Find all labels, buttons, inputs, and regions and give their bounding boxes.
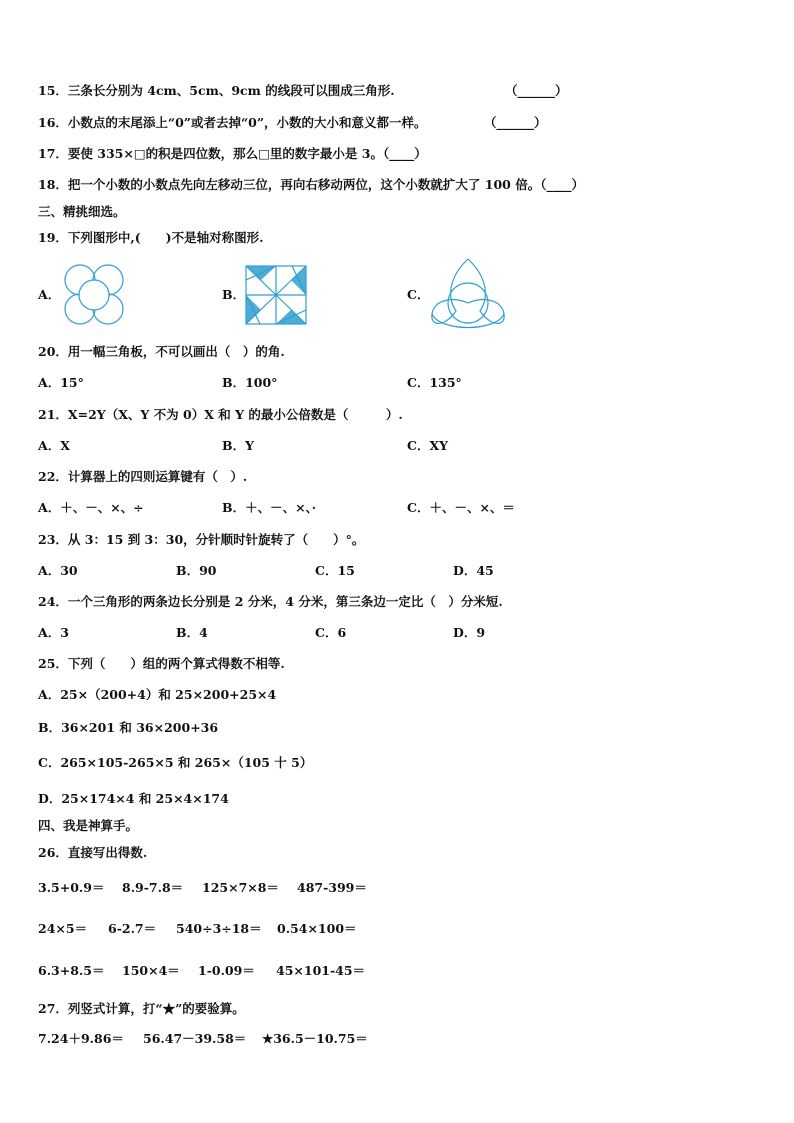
q16-text: 16．小数点的末尾添上“0”或者去掉“0”，小数的大小和意义都一样。 — [38, 115, 427, 130]
q25-text: 25．下列（ ）组的两个算式得数不相等. — [38, 656, 285, 671]
q26-r1-c3: 125×7×8＝ — [202, 880, 279, 895]
q26-r1-c4: 487-399＝ — [297, 880, 367, 895]
q26-r3-c2: 150×4＝ — [122, 963, 180, 978]
q24-option-c: C．6 — [315, 625, 347, 640]
q26-r1-c2: 8.9-7.8＝ — [122, 880, 184, 895]
q19-option-b: B． — [222, 287, 246, 302]
q27-text: 27．列竖式计算，打“★”的要验算。 — [38, 1001, 245, 1016]
q26-r1-c1: 3.5+0.9＝ — [38, 880, 105, 895]
q15-text: 15．三条长分别为 4cm、5cm、9cm 的线段可以围成三角形. — [38, 83, 395, 98]
q27-item-2: 56.47－39.58＝ — [143, 1031, 247, 1046]
q23-option-a: A．30 — [38, 563, 78, 578]
q26-text: 26．直接写出得数. — [38, 845, 148, 860]
q22-option-a: A．＋、－、×、÷ — [38, 500, 144, 515]
q20-option-b: B．100° — [222, 375, 278, 390]
figure-flower-icon — [60, 262, 128, 328]
figure-pinwheel-icon — [244, 264, 308, 326]
q20-text: 20．用一幅三角板，不可以画出（ ）的角. — [38, 344, 285, 359]
q26-r3-c4: 45×101-45＝ — [276, 963, 366, 978]
q21-option-a: A．X — [38, 438, 70, 453]
q26-r2-c4: 0.54×100＝ — [277, 921, 357, 936]
section-3-heading: 三、精挑细选。 — [38, 204, 126, 219]
q24-option-b: B．4 — [176, 625, 208, 640]
section-4-heading: 四、我是神算手。 — [38, 818, 139, 833]
q25-option-a: A．25×（200+4）和 25×200+25×4 — [38, 687, 277, 702]
q27-item-1: 7.24＋9.86＝ — [38, 1031, 124, 1046]
q24-option-a: A．3 — [38, 625, 69, 640]
q23-option-c: C．15 — [315, 563, 355, 578]
q26-r2-c3: 540÷3÷18＝ — [176, 921, 262, 936]
q25-option-b: B．36×201 和 36×200+36 — [38, 720, 219, 735]
q22-option-b: B．＋、－、×、· — [222, 500, 317, 515]
q17-text: 17．要使 335×□的积是四位数，那么□里的数字最小是 3。（____） — [38, 146, 427, 161]
q20-option-c: C．135° — [407, 375, 462, 390]
q19-option-c: C． — [407, 287, 430, 302]
q24-option-d: D．9 — [453, 625, 486, 640]
q22-option-c: C．＋、－、×、＝ — [407, 500, 515, 515]
q19-option-a: A． — [38, 287, 61, 302]
q23-option-b: B．90 — [176, 563, 217, 578]
q27-item-3: ★36.5－10.75＝ — [262, 1031, 368, 1046]
q25-option-c: C．265×105-265×5 和 265×（105 十 5） — [38, 755, 313, 770]
q22-text: 22．计算器上的四则运算键有（ ）. — [38, 469, 248, 484]
q24-text: 24．一个三角形的两条边长分别是 2 分米，4 分米，第三条边一定比（ ）分米短. — [38, 594, 503, 609]
q16-blank: （______） — [484, 115, 547, 130]
q18-text: 18．把一个小数的小数点先向左移动三位，再向右移动两位，这个小数就扩大了 100 倍。（____） — [38, 177, 584, 192]
figure-triquetra-icon — [428, 256, 508, 332]
q21-option-b: B．Y — [222, 438, 254, 453]
q26-r2-c1: 24×5＝ — [38, 921, 88, 936]
q23-text: 23．从 3：15 到 3：30，分针顺时针旋转了（ ）°。 — [38, 532, 365, 547]
q26-r2-c2: 6-2.7＝ — [108, 921, 157, 936]
q25-option-d: D．25×174×4 和 25×4×174 — [38, 791, 229, 806]
q19-text: 19．下列图形中,( )不是轴对称图形. — [38, 230, 264, 245]
q23-option-d: D．45 — [453, 563, 494, 578]
q21-text: 21．X=2Y（X、Y 不为 0）X 和 Y 的最小公倍数是（ ）. — [38, 407, 403, 422]
q15-blank: （______） — [505, 83, 568, 98]
q21-option-c: C．XY — [407, 438, 449, 453]
q26-r3-c1: 6.3+8.5＝ — [38, 963, 105, 978]
q20-option-a: A．15° — [38, 375, 84, 390]
q26-r3-c3: 1-0.09＝ — [198, 963, 255, 978]
